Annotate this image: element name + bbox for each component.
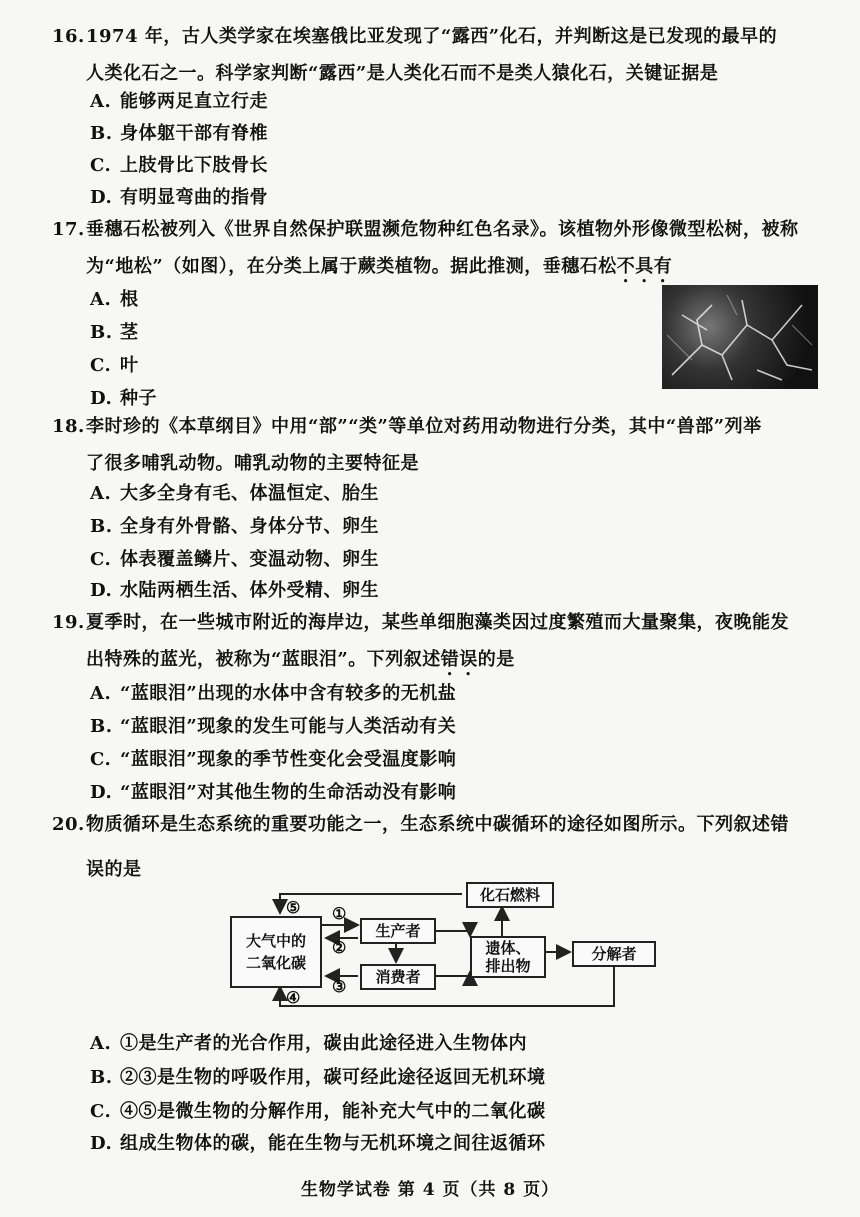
emphasis-text: 错误 <box>440 649 478 670</box>
question-stem-line1: 垂穗石松被列入《世界自然保护联盟濒危物种红色名录》。该植物外形像微型松树，被称 <box>86 219 799 240</box>
option-b[interactable]: B. 身体躯干部有脊椎 <box>90 123 268 144</box>
moss-image <box>662 285 818 389</box>
question-stem-line1: 李时珍的《本草纲目》中用“部”“类”等单位对药用动物进行分类，其中“兽部”列举 <box>86 416 762 437</box>
page-footer: 生物学试卷 第 4 页（共 8 页） <box>300 1180 560 1200</box>
option-a[interactable]: A. ①是生产者的光合作用，碳由此途径进入生物体内 <box>90 1033 527 1054</box>
question-20 <box>52 806 822 888</box>
option-c[interactable]: C. 上肢骨比下肢骨长 <box>90 155 268 176</box>
question-19 <box>52 604 822 680</box>
label-3: ③ <box>332 977 347 996</box>
question-number: 16. <box>52 26 85 47</box>
arrow-5 <box>280 894 462 913</box>
label-5: ⑤ <box>286 898 301 917</box>
option-b[interactable]: B. 茎 <box>90 322 139 343</box>
arrow-consumer-remains <box>434 972 470 976</box>
label-2: ② <box>332 938 347 957</box>
option-d[interactable]: D. “蓝眼泪”对其他生物的生命活动没有影响 <box>90 782 457 803</box>
arrow-4 <box>280 964 614 1006</box>
question-18 <box>52 408 822 482</box>
fossil-fuel-box: 化石燃料 <box>466 882 554 908</box>
emphasis-text: 不具有 <box>616 256 673 277</box>
carbon-cycle-diagram <box>222 880 662 1015</box>
question-stem-line1: 1974 年，古人类学家在埃塞俄比亚发现了“露西”化石，并判断这是已发现的最早的 <box>86 26 778 47</box>
question-number: 17. <box>52 219 85 240</box>
option-b[interactable]: B. 全身有外骨骼、身体分节、卵生 <box>90 516 379 537</box>
decomposer-box: 分解者 <box>572 941 656 967</box>
question-number: 20. <box>52 814 85 835</box>
option-d[interactable]: D. 种子 <box>90 388 157 409</box>
question-16 <box>52 18 822 92</box>
option-d[interactable]: D. 水陆两栖生活、体外受精、卵生 <box>90 580 379 601</box>
option-b[interactable]: B. “蓝眼泪”现象的发生可能与人类活动有关 <box>90 716 457 737</box>
question-17 <box>52 211 822 287</box>
question-number: 18. <box>52 416 85 437</box>
question-stem-line2: 出特殊的蓝光，被称为“蓝眼泪”。下列叙述错误的是 <box>86 649 515 670</box>
question-stem-line2: 为“地松”（如图），在分类上属于蕨类植物。据此推测，垂穗石松不具有 <box>86 256 673 277</box>
producer-box: 生产者 <box>360 918 436 944</box>
atmosphere-co2-box: 大气中的 二氧化碳 <box>230 916 322 988</box>
question-stem-line2: 了很多哺乳动物。哺乳动物的主要特征是 <box>86 453 419 474</box>
option-a[interactable]: A. 大多全身有毛、体温恒定、胎生 <box>90 483 379 504</box>
question-stem-line2: 误的是 <box>86 859 142 880</box>
option-a[interactable]: A. 根 <box>90 289 139 310</box>
option-a[interactable]: A. “蓝眼泪”出现的水体中含有较多的无机盐 <box>90 683 457 704</box>
option-c[interactable]: C. ④⑤是微生物的分解作用，能补充大气中的二氧化碳 <box>90 1101 546 1122</box>
question-number: 19. <box>52 612 85 633</box>
plant-photo <box>662 285 818 389</box>
remains-box: 遗体、 排出物 <box>470 936 546 978</box>
option-c[interactable]: C. “蓝眼泪”现象的季节性变化会受温度影响 <box>90 749 457 770</box>
consumer-box: 消费者 <box>360 964 436 990</box>
option-b[interactable]: B. ②③是生物的呼吸作用，碳可经此途径返回无机环境 <box>90 1067 546 1088</box>
option-d[interactable]: D. 有明显弯曲的指骨 <box>90 187 268 208</box>
option-c[interactable]: C. 叶 <box>90 355 139 376</box>
question-stem-line1: 夏季时，在一些城市附近的海岸边，某些单细胞藻类因过度繁殖而大量聚集，夜晚能发 <box>86 612 789 633</box>
question-stem-line2: 人类化石之一。科学家判断“露西”是人类化石而不是类人猿化石，关键证据是 <box>86 63 719 84</box>
option-c[interactable]: C. 体表覆盖鳞片、变温动物、卵生 <box>90 549 379 570</box>
option-a[interactable]: A. 能够两足直立行走 <box>90 91 268 112</box>
question-stem-line1: 物质循环是生态系统的重要功能之一，生态系统中碳循环的途径如图所示。下列叙述错 <box>86 814 789 835</box>
option-d[interactable]: D. 组成生物体的碳，能在生物与无机环境之间往返循环 <box>90 1133 546 1154</box>
label-1: ① <box>332 904 347 923</box>
arrow-producer-remains <box>434 931 470 936</box>
label-4: ④ <box>286 988 301 1007</box>
